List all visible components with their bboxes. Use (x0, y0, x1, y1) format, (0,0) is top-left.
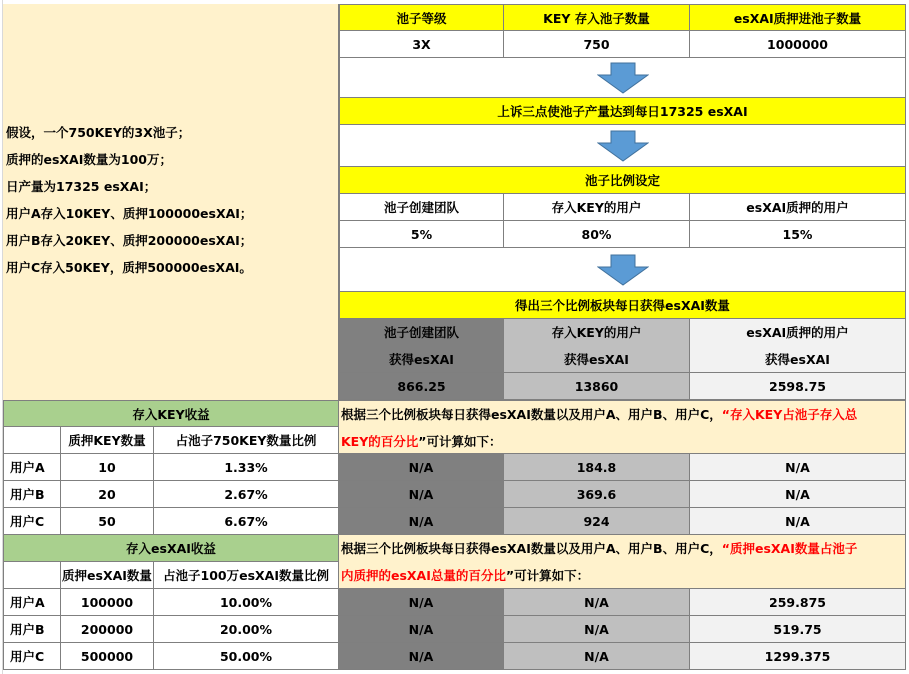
ratio-key-value: 80% (504, 221, 690, 248)
assumption-line-1: 假设，一个750KEY的3X池子； (6, 125, 191, 140)
esxai-row-a-qty: 100000 (61, 589, 154, 616)
key-row-b-key: 369.6 (504, 481, 690, 508)
pool-esxai-header: esXAI质押进池子数量 (690, 4, 906, 31)
key-row-c-pct: 6.67% (154, 508, 339, 535)
esxai-qty-header: 质押esXAI数量 (61, 562, 154, 589)
esxai-row-c-team: N/A (339, 643, 504, 670)
esxai-row-a-team: N/A (339, 589, 504, 616)
key-note-red-1: “存入KEY占池子存入总 (721, 407, 858, 422)
key-section-title: 存入KEY收益 (3, 400, 339, 427)
esxai-row-a-key: N/A (504, 589, 690, 616)
result-esxai-header (690, 319, 906, 373)
key-row-b-qty: 20 (61, 481, 154, 508)
assumption-line-2: 质押的esXAI数量为100万； (6, 152, 172, 167)
key-row-c-team: N/A (339, 508, 504, 535)
esxai-row-b-pct: 20.00% (154, 616, 339, 643)
key-row-a-team: N/A (339, 454, 504, 481)
arrow-row-3 (339, 248, 906, 292)
result-team-header-sub: 获得esXAI (389, 351, 454, 367)
esxai-section-note (339, 535, 906, 589)
key-row-b-team: N/A (339, 481, 504, 508)
esxai-row-a-user: 用户A (3, 589, 61, 616)
result-key-header-sub: 获得esXAI (564, 351, 629, 367)
esxai-row-b-team: N/A (339, 616, 504, 643)
esxai-pct-header: 占池子100万esXAI数量比例 (154, 562, 339, 589)
arrow-row-2 (339, 125, 906, 167)
result-key-header-top: 存入KEY的用户 (551, 324, 642, 340)
result-team-header (339, 319, 504, 373)
esxai-row-a-esxai: 259.875 (690, 589, 906, 616)
esxai-section-title: 存入esXAI收益 (3, 535, 339, 562)
key-note-red-2: KEY的百分比 (341, 434, 419, 449)
key-note-prefix: 根据三个比例板块每日获得esXAI数量以及用户A、用户B、用户C， (341, 407, 722, 422)
key-pct-header: 占池子750KEY数量比例 (154, 427, 339, 454)
ratio-esxai-header: esXAI质押的用户 (690, 194, 906, 221)
esxai-note-red-2: 内质押的esXAI总量的百分比 (341, 568, 506, 583)
result-key-header (504, 319, 690, 373)
key-row-c-key: 924 (504, 508, 690, 535)
assumption-line-3: 日产量为17325 esXAI； (6, 179, 157, 194)
key-row-a-qty: 10 (61, 454, 154, 481)
esxai-header-blank (3, 562, 61, 589)
down-arrow-icon (597, 130, 649, 162)
esxai-note-suffix: ”可计算如下： (505, 568, 590, 583)
pool-key-value: 750 (504, 31, 690, 58)
esxai-row-c-qty: 500000 (61, 643, 154, 670)
key-row-a-key: 184.8 (504, 454, 690, 481)
key-row-b-pct: 2.67% (154, 481, 339, 508)
ratio-esxai-value: 15% (690, 221, 906, 248)
ratio-key-header: 存入KEY的用户 (504, 194, 690, 221)
assumption-note (3, 4, 339, 403)
pool-esxai-value: 1000000 (690, 31, 906, 58)
result-team-value: 866.25 (339, 373, 504, 400)
key-row-b-esxai: N/A (690, 481, 906, 508)
ratio-banner: 池子比例设定 (339, 167, 906, 194)
result-esxai-header-sub: 获得esXAI (765, 351, 830, 367)
esxai-row-b-qty: 200000 (61, 616, 154, 643)
result-banner: 得出三个比例板块每日获得esXAI数量 (339, 292, 906, 319)
esxai-note-prefix: 根据三个比例板块每日获得esXAI数量以及用户A、用户B、用户C， (341, 541, 722, 556)
ratio-team-value: 5% (339, 221, 504, 248)
key-row-c-esxai: N/A (690, 508, 906, 535)
esxai-row-a-pct: 10.00% (154, 589, 339, 616)
pool-level-value: 3X (339, 31, 504, 58)
key-row-a-user: 用户A (3, 454, 61, 481)
assumption-line-4: 用户A存入10KEY、质押100000esXAI； (6, 206, 253, 221)
result-esxai-value: 2598.75 (690, 373, 906, 400)
pool-key-header: KEY 存入池子数量 (504, 4, 690, 31)
key-note-suffix: ”可计算如下： (418, 434, 502, 449)
esxai-row-c-pct: 50.00% (154, 643, 339, 670)
esxai-row-b-esxai: 519.75 (690, 616, 906, 643)
esxai-note-red-1: “质押esXAI数量占池子 (721, 541, 858, 556)
key-section-note (339, 400, 906, 454)
daily-output-banner: 上诉三点使池子产量达到每日17325 esXAI (339, 98, 906, 125)
result-team-header-top: 池子创建团队 (383, 324, 459, 340)
arrow-row-1 (339, 58, 906, 98)
key-header-blank (3, 427, 61, 454)
esxai-row-c-key: N/A (504, 643, 690, 670)
key-row-b-user: 用户B (3, 481, 61, 508)
down-arrow-icon (597, 62, 649, 94)
key-row-a-pct: 1.33% (154, 454, 339, 481)
key-row-a-esxai: N/A (690, 454, 906, 481)
pool-level-header: 池子等级 (339, 4, 504, 31)
esxai-row-b-key: N/A (504, 616, 690, 643)
esxai-row-b-user: 用户B (3, 616, 61, 643)
key-qty-header: 质押KEY数量 (61, 427, 154, 454)
result-key-value: 13860 (504, 373, 690, 400)
assumption-line-6: 用户C存入50KEY，质押500000esXAI。 (6, 260, 252, 275)
key-row-c-user: 用户C (3, 508, 61, 535)
esxai-row-c-esxai: 1299.375 (690, 643, 906, 670)
esxai-row-c-user: 用户C (3, 643, 61, 670)
down-arrow-icon (597, 254, 649, 286)
result-esxai-header-top: esXAI质押的用户 (746, 324, 849, 340)
key-row-c-qty: 50 (61, 508, 154, 535)
ratio-team-header: 池子创建团队 (339, 194, 504, 221)
assumption-line-5: 用户B存入20KEY、质押200000esXAI； (6, 233, 253, 248)
